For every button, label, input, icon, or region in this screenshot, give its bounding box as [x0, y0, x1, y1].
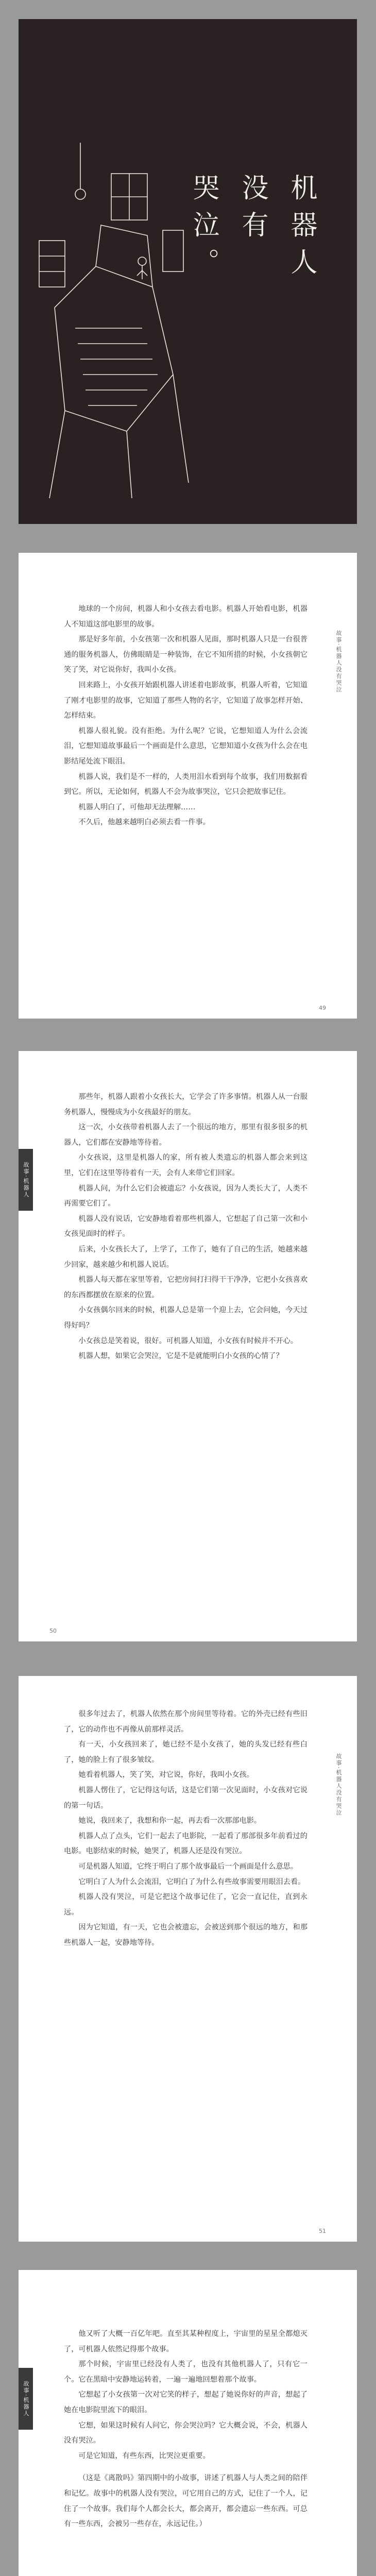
paragraph: 机器人说，我们是不一样的，人类用泪水看到每个故事，我们用数据看到它。所以，无论如何，机器人不会为故事哭泣，它只会把故事记住。 [64, 772, 307, 796]
page-body [64, 2327, 307, 2532]
paragraph: 那个时候，宇宙里已经没有人类了，也没有其他机器人了，只有它一个。它在黑暗中安静地运转着，一遍一遍地回想着那个故事。 [64, 2360, 307, 2384]
paragraph: 它想，如果这时候有人问它，你会哭泣吗？它大概会说，不会，机器人没有哭泣。 [64, 2421, 307, 2445]
paragraph: 因为它知道，有一天，它也会被遗忘，会被送到那个很远的地方，和那些机器人一起，安静地等待。 [64, 1923, 307, 1947]
paragraph: 可是机器人知道，它终于明白了那个故事最后一个画面是什么意思。 [78, 1862, 298, 1871]
page-number: 50 [49, 1628, 57, 1634]
paragraph: 回来路上，小女孩开始跟机器人讲述着电影故事，机器人听着，它知道了刚才电影里的故事，它知道了那些人物的名字，它知道了故事怎样开始、怎样结束。 [64, 681, 307, 720]
book-page [19, 1676, 357, 2242]
paragraph: 小女孩总是笑着说，很好。可机器人知道，小女孩有时候并不开心。 [78, 1336, 298, 1345]
paragraph: 她看着机器人，笑了笑，对它说，你好，我叫小女孩。 [78, 1771, 254, 1780]
page-number: 49 [319, 1005, 326, 1011]
paragraph: 小女孩偶尔回来的时候，机器人总是第一个迎上去，它会问她，今天过得好吗？ [64, 1306, 307, 1330]
paragraph: 机器人很礼貌。没有拒绝。为什么呢？它说，它想知道人为什么会流泪，它想知道故事最后一个画面是什么意思，它想知道小女孩为什么会在电影结尾处流下眼泪。 [64, 726, 307, 766]
cover-illustration [19, 19, 357, 524]
paragraph: 机器人愣住了，它记得这句话，这是它们第一次见面时，小女孩对它说的第一句话。 [64, 1786, 307, 1810]
cover-title-line: 哭泣。 [188, 174, 219, 285]
paragraph: 机器人没有说话，它安静地看着那些机器人，它想起了自己第一次和小女孩见面时的样子。 [64, 1214, 307, 1239]
paragraph: 不久后，他越来越明白必须去看一件事。 [78, 818, 210, 827]
paragraph: 那是好多年前，小女孩第一次和机器人见面，那时机器人只是一台很普通的服务机器人，仿佛眼睛是一种装饰，在它不知所措的时候，小女孩朝它笑了笑，对它说你好，我叫小女孩。 [64, 635, 307, 674]
book-page [19, 1051, 357, 1641]
paragraph: 那些年，机器人跟着小女孩长大，它学会了许多事情。机器人从一台服务机器人，慢慢成为小女孩最好的朋友。 [64, 1093, 307, 1116]
running-head: 故事·机器人 [19, 1149, 33, 1211]
running-head: 故事·机器人没有哭泣 [335, 1753, 342, 1817]
cover-title-line: 没有 [237, 174, 268, 248]
paragraph: 小女孩说，这里是机器人的家，所有被人类遗忘的机器人都会来到这里，它们在这里等待着有一天，会有人来带它们回家。 [64, 1154, 307, 1177]
paragraph: 可是它知道，有些东西，比哭泣更重要。 [78, 2451, 210, 2460]
running-head: 故事·机器人没有哭泣 [335, 630, 342, 693]
paragraph: 机器人没有哭泣，可是它把这个故事记住了，它会一直记住，直到永远。 [64, 1893, 307, 1917]
running-head: 故事·机器人 [19, 2368, 33, 2430]
paragraph: 他又听了大概一百亿年吧。直至其某种程度上，宇宙里的星星全都熄灭了，可机器人依然记得那个故事。 [64, 2330, 307, 2353]
paragraph: 这一次，小女孩带着机器人去了一个很远的地方，那里有很多很多的机器人，它们都在安静地等待着。 [64, 1123, 307, 1147]
paragraph: 很多年过去了，机器人依然在那个房间里等待着。它的外壳已经有些旧了，它的动作也不再像从前那样灵活。 [64, 1710, 307, 1734]
paragraph: （这是《离散吗》第四期中的小故事，讲述了机器人与人类之间的陪伴和记忆。故事中的机器人没有哭泣，可它用自己的方式，记住了一个人，记住了一个故事。我们每个人都会长大，都会离开，都会遗忘一些东西。可总有一些东西，会被另一些存在，永远记住。） [64, 2474, 307, 2529]
page-number: 51 [319, 2228, 326, 2234]
paragraph: 她说，我回来了，我想和你一起，再去看一次那部电影。 [78, 1817, 262, 1825]
paragraph: 地球的一个房间，机器人和小女孩去看电影。机器人开始看电影，机器人不知道这部电影里的故事。 [64, 605, 307, 629]
paragraph: 有一天，小女孩回来了，她已经不是小女孩了，她的头发已经有些白了，她的脸上有了很多皱纹。 [64, 1740, 307, 1764]
cover-title [30, 174, 321, 285]
page-body [64, 1707, 307, 1951]
paragraph: 机器人点了点头，它们一起去了电影院，一起看了那部很多年前看过的电影。电影结束的时候，她哭了，机器人还是没有哭泣。 [64, 1832, 307, 1856]
paragraph: 后来，小女孩长大了，上学了，工作了，她有了自己的生活，她越来越少回家，越来越少和机器人说话。 [64, 1245, 307, 1269]
cover-title-line: 机器人 [286, 174, 317, 285]
paragraph: 机器人问，为什么它们会被遗忘？小女孩说，因为人类长大了，人类不再需要它们了。 [64, 1184, 307, 1208]
page-body [64, 1090, 307, 1364]
paragraph: 机器人想，如果它会哭泣，它是不是就能明白小女孩的心情了？ [78, 1352, 283, 1361]
paragraph: 它想起了小女孩第一次对它笑的样子，想起了她说你好的声音，想起了她在电影院里流下的眼泪。 [64, 2391, 307, 2414]
paragraph: 它明白了人为什么会流泪，它明白了为什么有些故事需要用眼泪去看。 [78, 1877, 305, 1886]
book-page [19, 2270, 357, 2576]
paragraph: 机器人每天都在家里等着，它把房间打扫得干干净净，它把小女孩喜欢的东西都摆放在原来的位置。 [64, 1276, 307, 1299]
page-body [64, 602, 307, 831]
book-page [19, 553, 357, 1019]
paragraph: 机器人明白了，可他却无法理解…… [78, 803, 196, 811]
